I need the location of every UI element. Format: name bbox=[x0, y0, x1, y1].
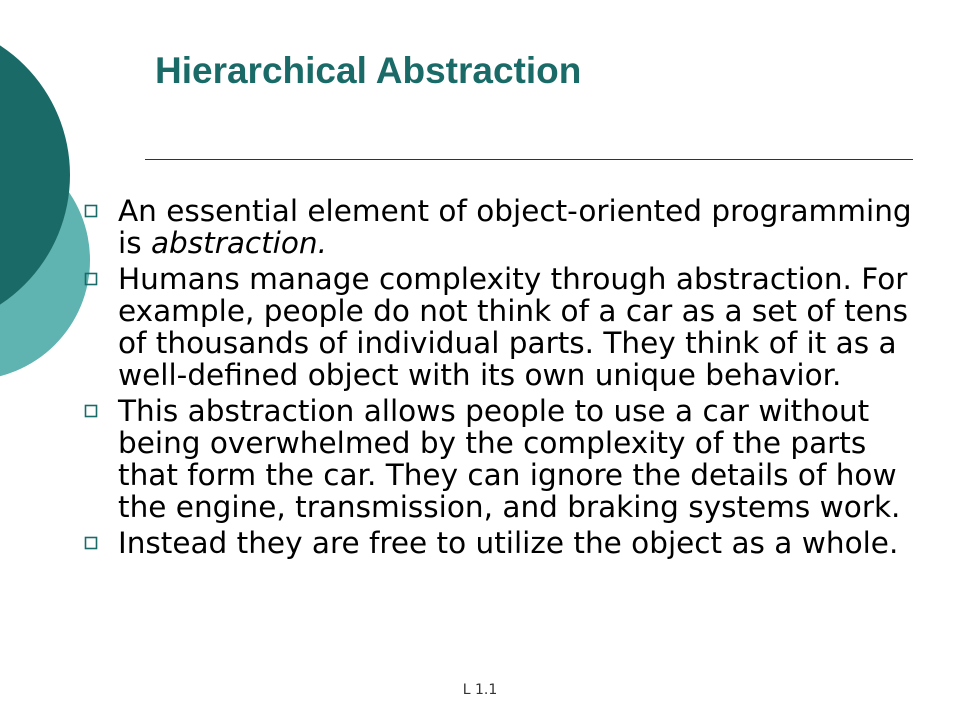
bullet-text: This abstraction allows people to use a car without being overwhelmed by the complexity of the parts that form the car. They can ignore the details of how the engine, transmission, and braking systems work. bbox=[118, 394, 901, 524]
slide-title: Hierarchical Abstraction bbox=[155, 50, 582, 91]
hollow-square-bullet-icon bbox=[84, 536, 98, 550]
bullet-item bbox=[78, 195, 918, 259]
title-divider bbox=[145, 159, 913, 160]
slide-footer: L 1.1 bbox=[462, 682, 498, 698]
bullet-item bbox=[78, 527, 918, 559]
bullet-text: Instead they are free to utilize the object as a whole. bbox=[118, 526, 899, 560]
hollow-square-bullet-icon bbox=[84, 404, 98, 418]
bullet-item bbox=[78, 395, 918, 523]
bullet-item bbox=[78, 263, 918, 391]
bullet-text: Humans manage complexity through abstraction. For example, people do not think of a car as a set of tens of thousands of individual parts. They think of it as a well-defined object with its own unique behavior. bbox=[118, 262, 908, 392]
bullet-list bbox=[78, 195, 918, 563]
hollow-square-bullet-icon bbox=[84, 204, 98, 218]
bullet-emphasis: abstraction. bbox=[150, 226, 328, 260]
bullet-text: An essential element of object-oriented programming is bbox=[118, 194, 912, 260]
hollow-square-bullet-icon bbox=[84, 272, 98, 286]
